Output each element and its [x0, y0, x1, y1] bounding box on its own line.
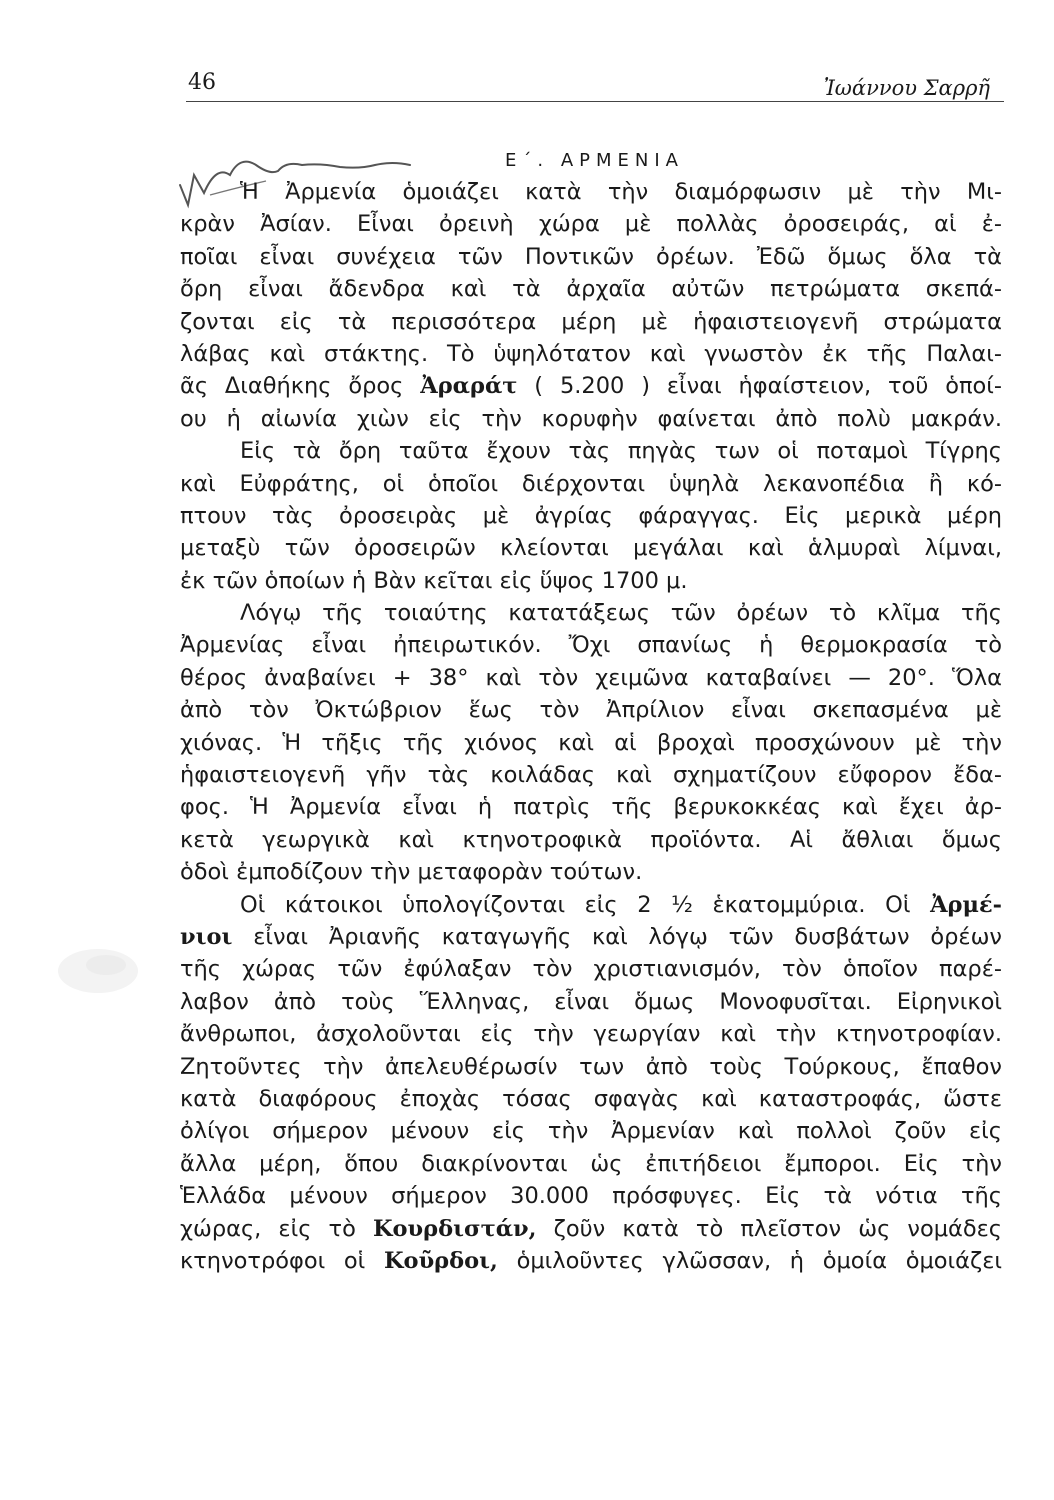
kurdistan-term: Κουρδιστάν,	[372, 1215, 537, 1242]
text-line: μεταξὺ τῶν ὀροσειρῶν κλείονται μεγάλαι καὶ ἁλμυραὶ λίμναι,	[180, 535, 1002, 562]
text-line: λαβον ἀπὸ τοὺς Ἕλληνας, εἶναι ὅμως Μονοφυσῖται. Εἰρηνικοὶ	[180, 988, 1002, 1015]
text-line: νιοι εἶναι Ἀριανῆς καταγωγῆς καὶ λόγῳ τῶν δυσβάτων ὀρέων	[180, 923, 1002, 950]
text-line: Εἰς τὰ ὄρη ταῦτα ἔχουν τὰς πηγὰς των οἱ ποταμοὶ Τίγρης	[240, 438, 1002, 465]
text-line: λάβας καὶ στάκτης. Τὸ ὑψηλότατον καὶ γνωστὸν ἐκ τῆς Παλαι-	[180, 340, 1002, 367]
text-line: Ἡ Ἀρμενία ὁμοιάζει κατὰ τὴν διαμόρφωσιν μὲ τὴν Μι-	[240, 179, 1002, 205]
text-line: ἀπὸ τὸν Ὀκτώβριον ἕως τὸν Ἀπρίλιον εἶναι σκεπασμένα μὲ	[180, 697, 1002, 724]
text-line: Ἑλλάδα μένουν σήμερον 30.000 πρόσφυγες. Εἰς τὰ νότια τῆς	[180, 1183, 1002, 1210]
mount-ararat: Ἀραράτ	[420, 373, 518, 400]
text-line: Ἀρμενίας εἶναι ἠπειρωτικόν. Ὄχι σπανίως ἡ θερμοκρασία τὸ	[180, 632, 1002, 659]
text-line: ὄρη εἶναι ἄδενδρα καὶ τὰ ἀρχαῖα αὐτῶν πετρώματα σκεπά-	[180, 276, 1002, 303]
text-line: ὀλίγοι σήμερον μένουν εἰς τὴν Ἀρμενίαν καὶ πολλοὶ ζοῦν εἰς	[180, 1118, 1002, 1145]
paper-blot-icon	[46, 935, 156, 1005]
text-line: Οἱ κάτοικοι ὑπολογίζονται εἰς 2 ½ ἑκατομμύρια. Οἱ Ἀρμέ-	[240, 891, 1002, 918]
text-line: ἄνθρωποι, ἀσχολοῦνται εἰς τὴν γεωργίαν καὶ τὴν κτηνοτροφίαν.	[180, 1021, 1002, 1048]
text-line: χιόνας. Ἡ τῆξις τῆς χιόνος καὶ αἱ βροχαὶ προσχώνουν μὲ τὴν	[180, 729, 1002, 756]
page-number: 46	[188, 70, 216, 95]
text-line: φος. Ἡ Ἀρμενία εἶναι ἡ πατρὶς τῆς βερυκοκκέας καὶ ἔχει ἀρ-	[180, 794, 1002, 821]
text-line: ποῖαι εἶναι συνέχεια τῶν Ποντικῶν ὀρέων. Ἐδῶ ὅμως ὅλα τὰ	[180, 243, 1002, 270]
text-line: κατὰ διαφόρους ἐποχὰς τόσας σφαγὰς καὶ καταστροφάς, ὥστε	[180, 1085, 1002, 1112]
text-line: Λόγῳ τῆς τοιαύτης κατατάξεως τῶν ὀρέων τὸ κλῖμα τῆς	[240, 600, 1002, 627]
armenians-term: νιοι	[180, 923, 233, 950]
text-line: τῆς χώρας τῶν ἐφύλαξαν τὸν χριστιανισμόν, τὸν ὁποῖον παρέ-	[180, 956, 1002, 983]
text-line: ἐκ τῶν ὁποίων ἡ Βὰν κεῖται εἰς ὕψος 1700 μ.	[180, 567, 688, 594]
kurds-term: Κοῦρδοι,	[384, 1247, 498, 1274]
text-line: κετὰ γεωργικὰ καὶ κτηνοτροφικὰ προϊόντα. Αἱ ἄθλιαι ὅμως	[180, 826, 1002, 853]
text-line: ἡφαιστειογενῆ γῆν τὰς κοιλάδας καὶ σχηματίζουν εὔφορον ἔδα-	[180, 762, 1002, 789]
running-head: Ἰωάννου Σαρρῆ	[823, 76, 990, 100]
text-line: ᾶς Διαθήκης ὄρος Ἀραράτ ( 5.200 ) εἶναι ἡφαίστειον, τοῦ ὁποί-	[180, 373, 1003, 400]
armenians-term: Ἀρμέ-	[930, 891, 1002, 918]
text-line: κρὰν Ἀσίαν. Εἶναι ὀρεινὴ χώρα μὲ πολλὰς ὀροσειράς, αἱ ἐ-	[180, 211, 1002, 238]
text-line: κτηνοτρόφοι οἱ Κοῦρδοι, ὁμιλοῦντες γλῶσσαν, ἡ ὁμοία ὁμοιάζει	[180, 1247, 1003, 1274]
header-rule	[186, 101, 1004, 102]
text-line: ου ἡ αἰωνία χιὼν εἰς τὴν κορυφὴν φαίνεται ἀπὸ πολὺ μακράν.	[180, 405, 1002, 432]
article-text	[180, 176, 1002, 1277]
text-line: καὶ Εὐφράτης, οἱ ὁποῖοι διέρχονται ὑψηλὰ λεκανοπέδια ἢ κό-	[180, 470, 1002, 497]
text-line: ἄλλα μέρη, ὅπου διακρίνονται ὡς ἐπιτήδειοι ἔμποροι. Εἰς τὴν	[180, 1150, 1002, 1177]
text-line: θέρος ἀναβαίνει + 38° καὶ τὸν χειμῶνα καταβαίνει — 20°. Ὅλα	[180, 664, 1002, 691]
text-line: πτουν τὰς ὀροσειρὰς μὲ ἀγρίας φάραγγας. Εἰς μερικὰ μέρη	[180, 502, 1002, 529]
text-line: ζονται εἰς τὰ περισσότερα μέρη μὲ ἡφαιστειογενῆ στρώματα	[180, 308, 1002, 335]
text-line: χώρας, εἰς τὸ Κουρδιστάν, ζοῦν κατὰ τὸ πλεῖστον ὡς νομάδες	[180, 1215, 1003, 1242]
section-title: Ε΄. ΑΡΜΕΝΙΑ	[505, 150, 684, 171]
text-line: ὁδοὶ ἐμποδίζουν τὴν μεταφορὰν τούτων.	[180, 859, 643, 886]
text-line: Ζητοῦντες τὴν ἀπελευθέρωσίν των ἀπὸ τοὺς Τούρκους, ἔπαθον	[180, 1053, 1002, 1080]
